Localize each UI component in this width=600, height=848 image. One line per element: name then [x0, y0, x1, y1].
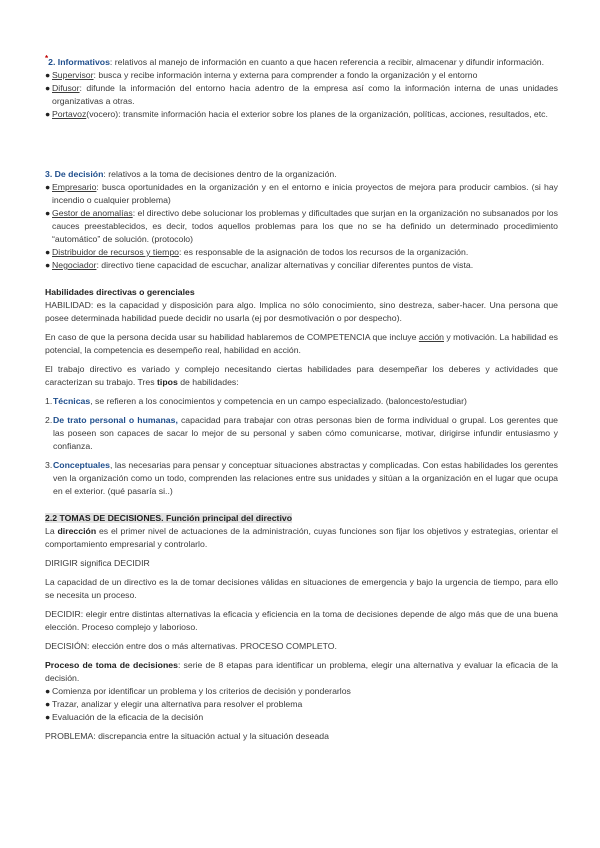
tomas-p2: DIRIGIR significa DECIDIR	[45, 558, 150, 568]
tomas-heading-row	[45, 512, 558, 525]
list-item	[45, 395, 558, 408]
p6-term: Proceso de toma de decisiones	[45, 660, 178, 670]
item-text: (vocero): transmite información hacia el exterior sobre los planes de la organización, políticas, acciones, resultados, etc.	[86, 109, 548, 119]
item-text: , las necesarias para pensar y conceptuar situaciones abstractas y complicadas. Con estas habilidades los gerentes ven la organización como un todo, comprenden las relaciones entre sus unidades y sitúan a la organización en el lugar que ocupa en el exterior. (qué pasaría si..)	[53, 460, 558, 496]
item-text: Evaluación de la eficacia de la decisión	[52, 712, 204, 722]
item-text: Trazar, analizar y elegir una alternativa para resolver el problema	[52, 699, 303, 709]
list-item	[45, 108, 558, 121]
list-item	[45, 207, 558, 246]
informativos-heading: 2. Informativos	[48, 57, 110, 67]
tomas-p7: PROBLEMA: discrepancia entre la situación actual y la situación deseada	[45, 731, 329, 741]
item-text: : difunde la información del entorno hacia adentro de la empresa así como la información interna de unas unidades organizativas a otras.	[52, 83, 558, 106]
habilidades-p2	[45, 331, 558, 357]
bullet-icon: ●	[45, 182, 51, 192]
item-text: : busca oportunidades en la organización y en el entorno e inicia proyectos de mejora para producir cambios. (si hay incendio o cualquier problema)	[52, 182, 558, 205]
informativos-text: : relativos al manejo de información en cuanto a que hacen referencia a recibir, almacenar y difundir información.	[109, 57, 545, 67]
bullet-icon: ●	[45, 109, 51, 119]
item-term: Técnicas	[53, 396, 91, 406]
decision-section	[45, 168, 558, 272]
decision-heading: 3. De decisión	[45, 169, 104, 179]
p2-term: acción	[418, 332, 444, 342]
tomas-p3: La capacidad de un directivo es la de tomar decisiones válidas en situaciones de emergencia y bajo la urgencia de tiempo, para ello se necesita un proceso.	[45, 577, 558, 600]
item-term: Difusor	[52, 83, 80, 93]
decision-intro	[45, 168, 558, 181]
item-term: Supervisor	[52, 70, 94, 80]
list-item	[45, 259, 558, 272]
bullet-icon: ●	[45, 208, 51, 218]
tomas-heading: 2.2 TOMAS DE DECISIONES. Función principal del directivo	[45, 513, 292, 523]
habilidades-p3	[45, 363, 558, 389]
bullet-icon: ●	[45, 260, 51, 270]
decision-text: : relativos a la toma de decisiones dentro de la organización.	[103, 169, 337, 179]
item-term: Negociador	[52, 260, 97, 270]
tomas-section	[45, 512, 558, 743]
list-item	[45, 181, 558, 207]
list-item	[45, 414, 558, 453]
bullet-icon: ●	[45, 686, 51, 696]
list-item	[45, 459, 558, 498]
list-item	[45, 69, 558, 82]
item-text: capacidad para trabajar con otras personas bien de forma individual o grupal. Los gerentes que las poseen son capaces de sacar lo mejor de su personal y saben cómo comunicarse, motivar, dirigirse infundir entusiasmo y confianza.	[53, 415, 558, 451]
item-text: , se refieren a los conocimientos y competencia en un campo especializado. (baloncesto/estudiar)	[90, 396, 467, 406]
list-item	[45, 685, 558, 698]
bullet-icon: ●	[45, 247, 51, 257]
item-number: 3.	[45, 460, 53, 470]
item-text: : busca y recibe información interna y externa para comprender a fondo la organización y el entorno	[93, 70, 478, 80]
item-text: : directivo tiene capacidad de escuchar, analizar alternativas y conciliar diferentes puntos de vista.	[96, 260, 474, 270]
p2-text-end: y motivación. La habilidad es potencial, la competencia es desempeño real, habilidad en acción.	[45, 332, 558, 355]
item-number: 2.	[45, 415, 53, 425]
habilidades-section	[45, 286, 558, 498]
tomas-p4: DECIDIR: elegir entre distintas alternativas la eficacia y eficiencia en la toma de decisiones depende de algo más que de una buena elección. Proceso complejo y laborioso.	[45, 609, 558, 632]
item-term: Portavoz	[52, 109, 87, 119]
habilidades-heading: Habilidades directivas o gerenciales	[45, 287, 195, 297]
p6-text: : serie de 8 etapas para identificar un problema, elegir una alternativa y evaluar la eficacia de la decisión.	[45, 660, 558, 683]
p3-text-end: de habilidades:	[177, 377, 239, 387]
item-text: Comienza por identificar un problema y los criterios de decisión y ponderarlos	[52, 686, 351, 696]
item-text: : es responsable de la asignación de todos los recursos de la organización.	[178, 247, 469, 257]
tomas-p5: DECISIÓN: elección entre dos o más alternativas. PROCESO COMPLETO.	[45, 641, 337, 651]
list-item	[45, 82, 558, 108]
bullet-icon: ●	[45, 699, 51, 709]
informativos-section	[45, 52, 558, 121]
p1-text: La	[45, 526, 58, 536]
tomas-p6	[45, 659, 558, 685]
bullet-icon: ●	[45, 70, 51, 80]
p3-text: El trabajo directivo es variado y complejo necesitando ciertas habilidades para desempeñar los deberes y actividades que caracterizan su trabajo. Tres	[45, 364, 558, 387]
habilidades-p1: HABILIDAD: es la capacidad y disposición para algo. Implica no sólo conocimiento, sino destreza, saber-hacer. Una persona que posee determinada habilidad puede decidir no usarla (ej por desmotivación o por despecho).	[45, 300, 558, 323]
p1-term: dirección	[57, 526, 97, 536]
list-item	[45, 246, 558, 259]
item-term: Distribuidor de recursos y tiempo	[52, 247, 179, 257]
bullet-icon: ●	[45, 83, 51, 93]
tomas-p1	[45, 525, 558, 551]
item-text: : el directivo debe solucionar los problemas y dificultades que surjan en la organización no subsanados por los cauces preestablecidos, es decir, todos aquellos problemas para los que no se ha definido un determinado procedimiento “automático” de solución. (protocolo)	[52, 208, 558, 244]
item-term: De trato personal o humanas,	[53, 415, 178, 425]
list-item	[45, 698, 558, 711]
p3-term: tipos	[157, 377, 178, 387]
asterisk-mark: *	[45, 54, 49, 63]
item-term: Conceptuales	[53, 460, 110, 470]
informativos-intro	[45, 52, 558, 69]
item-number: 1.	[45, 396, 53, 406]
list-item	[45, 711, 558, 724]
item-term: Empresario	[52, 182, 97, 192]
item-term: Gestor de anomalías	[52, 208, 133, 218]
bullet-icon: ●	[45, 712, 51, 722]
p1-text-end: es el primer nivel de actuaciones de la administración, cuyas funciones son fijar los objetivos y estrategias, orientar el comportamiento empresarial y controlarlo.	[45, 526, 558, 549]
p2-text: En caso de que la persona decida usar su habilidad hablaremos de COMPETENCIA que incluye	[45, 332, 419, 342]
